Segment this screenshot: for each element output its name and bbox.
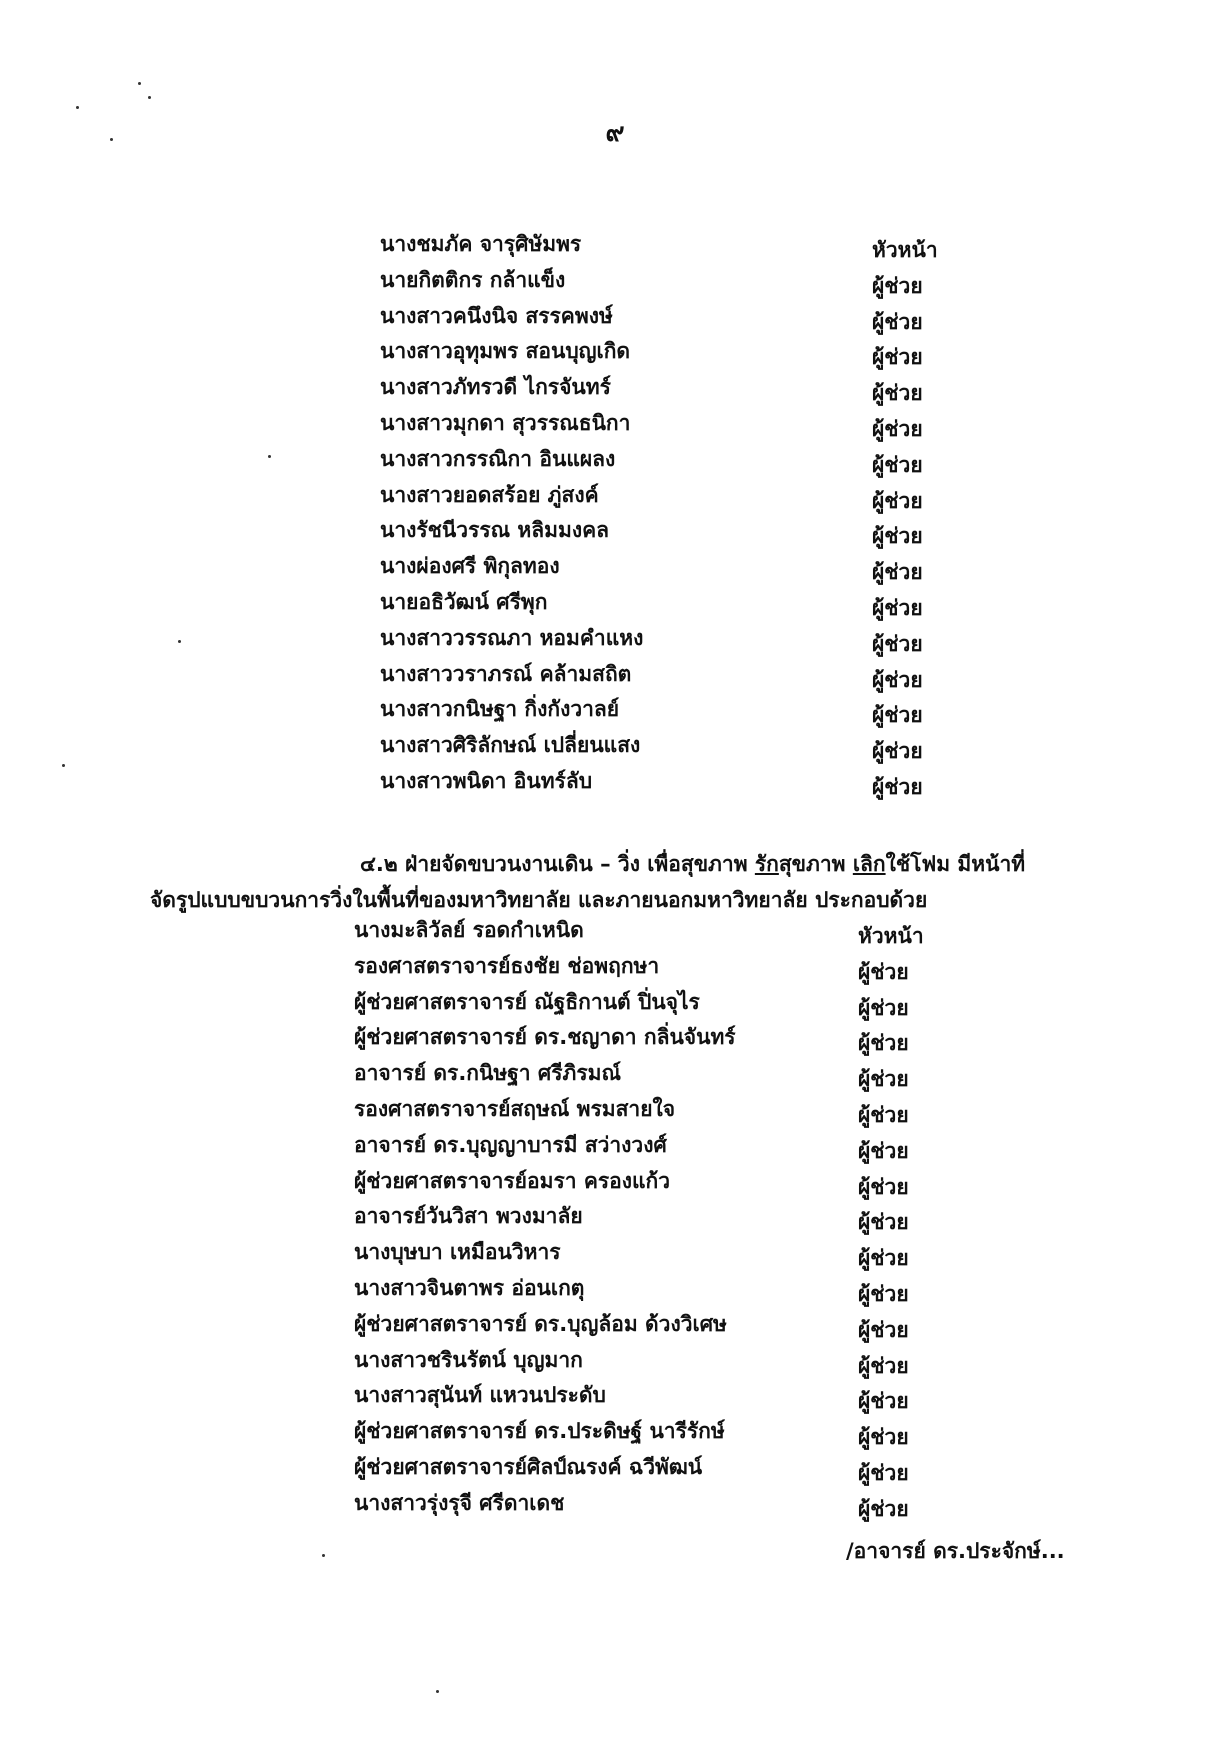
member-role: ผู้ช่วย <box>872 739 923 764</box>
member-role: ผู้ช่วย <box>858 1210 909 1235</box>
section-body: จัดรูปแบบขบวนการวิ่งในพื้นที่ของมหาวิทยาลัย และภายนอกมหาวิทยาลัย ประกอบด้วย <box>150 888 928 912</box>
member-role: ผู้ช่วย <box>858 1102 909 1127</box>
member-name: ผู้ช่วยศาสตราจารย์ศิลป์ณรงค์ ฉวีพัฒน์ <box>354 1454 703 1479</box>
member-role: ผู้ช่วย <box>858 1138 909 1163</box>
member-role: ผู้ช่วย <box>858 1174 909 1199</box>
member-name: นางมะลิวัลย์ รอดกำเหนิด <box>354 918 584 942</box>
member-row <box>0 1451 1230 1487</box>
member-row <box>0 1236 1230 1272</box>
continuation-note: /อาจารย์ ดร.ประจักษ์... <box>846 1539 1065 1563</box>
member-row <box>0 514 1230 550</box>
member-row <box>0 264 1230 300</box>
member-role: ผู้ช่วย <box>858 995 909 1020</box>
member-name: อาจารย์ ดร.บุญญาบารมี สว่างวงศ์ <box>354 1132 667 1157</box>
member-row <box>0 693 1230 729</box>
member-name: นางสาวภัทรวดี ไกรจันทร์ <box>380 375 611 400</box>
member-row <box>0 658 1230 694</box>
member-role: ผู้ช่วย <box>872 631 923 656</box>
member-role: ผู้ช่วย <box>872 345 923 370</box>
member-role: ผู้ช่วย <box>858 1281 909 1306</box>
member-name: นางผ่องศรี พิกุลทอง <box>380 554 560 579</box>
member-row <box>0 765 1230 801</box>
member-name: นางสาวจินตาพร อ่อนเกตุ <box>354 1275 585 1300</box>
member-name: อาจารย์วันวิสา พวงมาลัย <box>354 1204 583 1229</box>
member-name: นางสาวกรรณิกา อินแผลง <box>380 446 616 471</box>
heading-underlined-1: รัก <box>754 852 779 876</box>
member-row <box>0 1415 1230 1451</box>
heading-mid: สุขภาพ <box>778 852 853 876</box>
member-role: ผู้ช่วย <box>872 416 923 441</box>
member-name: ผู้ช่วยศาสตราจารย์ ดร.ประดิษฐ์ นารีรักษ์ <box>354 1419 725 1444</box>
member-role: ผู้ช่วย <box>872 774 923 799</box>
heading-underlined-2: เลิก <box>852 852 886 876</box>
heading-prefix: ๔.๒ ฝ่ายจัดขบวนงานเดิน – วิ่ง เพื่อสุขภาพ <box>360 852 755 876</box>
member-name: รองศาสตราจารย์สฤษณ์ พรมสายใจ <box>354 1096 676 1121</box>
committee-list-a <box>0 228 1230 801</box>
member-row <box>0 950 1230 986</box>
member-row <box>0 1272 1230 1308</box>
member-row <box>0 1200 1230 1236</box>
committee-list-b <box>0 914 1230 1523</box>
scan-speck <box>322 1554 325 1557</box>
member-role: ผู้ช่วย <box>858 1389 909 1414</box>
member-row <box>0 407 1230 443</box>
member-role: ผู้ช่วย <box>858 1353 909 1378</box>
member-row <box>0 1057 1230 1093</box>
member-row <box>0 443 1230 479</box>
heading-suffix: ใช้โฟม มีหน้าที่ <box>885 852 1026 876</box>
scan-speck <box>138 82 141 85</box>
member-name: นางบุษบา เหมือนวิหาร <box>354 1240 561 1265</box>
member-row <box>0 335 1230 371</box>
member-row <box>0 622 1230 658</box>
member-role: ผู้ช่วย <box>858 1067 909 1092</box>
member-role: ผู้ช่วย <box>872 524 923 549</box>
member-name: นางสาววรรณภา หอมคำแหง <box>380 625 644 650</box>
member-name: นางสาวมุกดา สุวรรณธนิกา <box>380 410 631 435</box>
member-name: นางสาวยอดสร้อย ภู่สงค์ <box>380 482 599 507</box>
member-name: รองศาสตราจารย์ธงชัย ช่อพฤกษา <box>354 953 660 978</box>
member-row <box>0 300 1230 336</box>
member-role: ผู้ช่วย <box>858 1317 909 1342</box>
member-role: ผู้ช่วย <box>872 381 923 406</box>
member-role: ผู้ช่วย <box>872 560 923 585</box>
member-name: นางสาวพนิดา อินทร์ลับ <box>380 768 593 793</box>
scan-speck <box>148 96 151 99</box>
member-role: หัวหน้า <box>858 924 924 948</box>
member-role: ผู้ช่วย <box>872 488 923 513</box>
member-role: ผู้ช่วย <box>858 1460 909 1485</box>
scan-speck <box>76 106 79 109</box>
member-role: ผู้ช่วย <box>872 309 923 334</box>
member-name: นางรัชนีวรรณ หลิมมงคล <box>380 518 610 543</box>
member-row <box>0 1021 1230 1057</box>
member-name: นางสาวสุนันท์ แหวนประดับ <box>354 1383 606 1408</box>
member-row <box>0 228 1230 264</box>
member-row <box>0 1129 1230 1165</box>
member-name: นางสาวรุ่งรุจี ศรีดาเดช <box>354 1490 565 1515</box>
member-name: ผู้ช่วยศาสตราจารย์ ดร.ชญาดา กลิ่นจันทร์ <box>354 1025 736 1050</box>
section-heading <box>360 848 1025 881</box>
member-name: นายอธิวัฒน์ ศรีพุก <box>380 589 548 614</box>
member-row <box>0 1165 1230 1201</box>
member-row <box>0 729 1230 765</box>
member-role: ผู้ช่วย <box>872 273 923 298</box>
member-role: ผู้ช่วย <box>858 1246 909 1271</box>
member-role: ผู้ช่วย <box>858 1031 909 1056</box>
member-row <box>0 550 1230 586</box>
member-name: นางชมภัค จารุศิษัมพร <box>380 232 582 256</box>
member-name: ผู้ช่วยศาสตราจารย์ ณัฐธิกานต์ ปิ่นจุไร <box>354 989 700 1014</box>
member-role: ผู้ช่วย <box>872 667 923 692</box>
member-name: นางสาวอุทุมพร สอนบุญเกิด <box>380 339 631 364</box>
page-number: ๙ <box>605 118 625 148</box>
member-row <box>0 1344 1230 1380</box>
member-row <box>0 1308 1230 1344</box>
member-role: ผู้ช่วย <box>858 1496 909 1521</box>
member-row <box>0 479 1230 515</box>
member-row <box>0 371 1230 407</box>
scan-speck <box>436 1690 439 1693</box>
member-name: นายกิตติกร กล้าแข็ง <box>380 267 566 292</box>
member-name: นางสาวกนิษฐา กิ่งกังวาลย์ <box>380 697 620 722</box>
member-name: ผู้ช่วยศาสตราจารย์อมรา ครองแก้ว <box>354 1168 671 1193</box>
member-name: อาจารย์ ดร.กนิษฐา ศรีภิรมณ์ <box>354 1061 621 1086</box>
member-row <box>0 1093 1230 1129</box>
member-role: ผู้ช่วย <box>872 452 923 477</box>
member-row <box>0 1379 1230 1415</box>
member-role: ผู้ช่วย <box>872 703 923 728</box>
member-name: ผู้ช่วยศาสตราจารย์ ดร.บุญล้อม ด้วงวิเศษ <box>354 1311 727 1336</box>
member-role: ผู้ช่วย <box>858 1425 909 1450</box>
member-role: หัวหน้า <box>872 238 938 262</box>
member-name: นางสาวชรินรัตน์ บุญมาก <box>354 1347 583 1372</box>
member-row <box>0 1487 1230 1523</box>
member-role: ผู้ช่วย <box>872 595 923 620</box>
member-row <box>0 914 1230 950</box>
member-row <box>0 586 1230 622</box>
member-name: นางสาววราภรณ์ คล้ามสถิต <box>380 661 632 686</box>
member-role: ผู้ช่วย <box>858 959 909 984</box>
member-name: นางสาวคนึงนิจ สรรคพงษ์ <box>380 303 613 328</box>
member-name: นางสาวศิริลักษณ์ เปลี่ยนแสง <box>380 733 641 758</box>
member-row <box>0 986 1230 1022</box>
